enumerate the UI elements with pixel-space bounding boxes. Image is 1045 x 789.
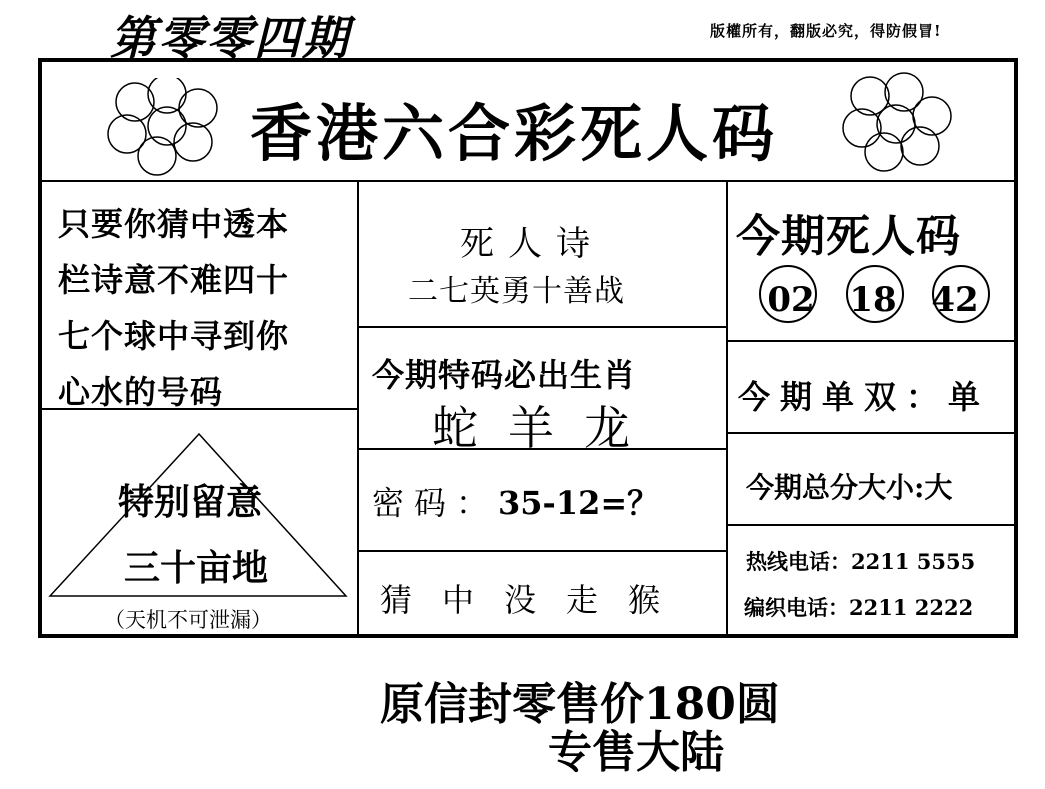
title-divider xyxy=(40,180,1016,182)
left-poem-line: 七个球中寻到你 xyxy=(58,317,290,355)
zodiac-heading: 今期特码必出生肖 xyxy=(372,356,637,394)
right-row-divider-1 xyxy=(727,340,1016,342)
poem-title: 死人诗 xyxy=(460,224,604,264)
ball-cluster-right-icon xyxy=(838,70,958,174)
guess-hint: 猜中没走猴 xyxy=(380,581,691,619)
left-poem-line: 心水的号码 xyxy=(58,373,224,411)
left-poem-line: 栏诗意不难四十 xyxy=(58,261,290,299)
odd-even-line: 今期单双：单 xyxy=(738,378,991,416)
price-line: 原信封零售价180圆 xyxy=(380,679,780,730)
special-notice-note: （天机不可泄漏） xyxy=(104,608,272,632)
ball-cluster-left-icon xyxy=(105,78,225,178)
center-row-divider-1 xyxy=(358,326,727,328)
secret-code-label: 密码： xyxy=(372,484,499,522)
special-notice-title: 特别留意 xyxy=(118,481,263,523)
left-poem xyxy=(58,196,348,420)
page-title: 香港六合彩死人码 xyxy=(250,97,779,170)
dead-number: 42 xyxy=(931,280,979,320)
dead-man-poem: 二七英勇十善战 xyxy=(408,274,625,309)
secret-code xyxy=(372,478,659,524)
dead-number: 18 xyxy=(849,280,897,320)
zodiac-signs: 蛇羊龙 xyxy=(432,401,660,455)
sales-region: 专售大陆 xyxy=(548,727,724,778)
secret-code-value: 35-12=？ xyxy=(498,484,660,522)
dead-numbers-heading: 今期死人码 xyxy=(736,211,961,262)
total-size-line: 今期总分大小:大 xyxy=(746,471,953,504)
issue-number: 第零零四期 xyxy=(110,11,350,65)
right-row-divider-2 xyxy=(727,432,1016,434)
center-row-divider-3 xyxy=(358,550,727,552)
right-column-divider xyxy=(726,181,728,636)
edit-phone: 编织电话：2211 2222 xyxy=(744,595,974,620)
hotline-phone: 热线电话：2211 5555 xyxy=(746,549,976,574)
dead-number: 02 xyxy=(767,280,815,320)
copyright-notice: 版權所有，翻版必究，得防假冒! xyxy=(710,22,942,40)
right-row-divider-3 xyxy=(727,524,1016,526)
left-poem-line: 只要你猜中透本 xyxy=(58,205,290,243)
special-notice-text: 三十亩地 xyxy=(124,547,269,589)
